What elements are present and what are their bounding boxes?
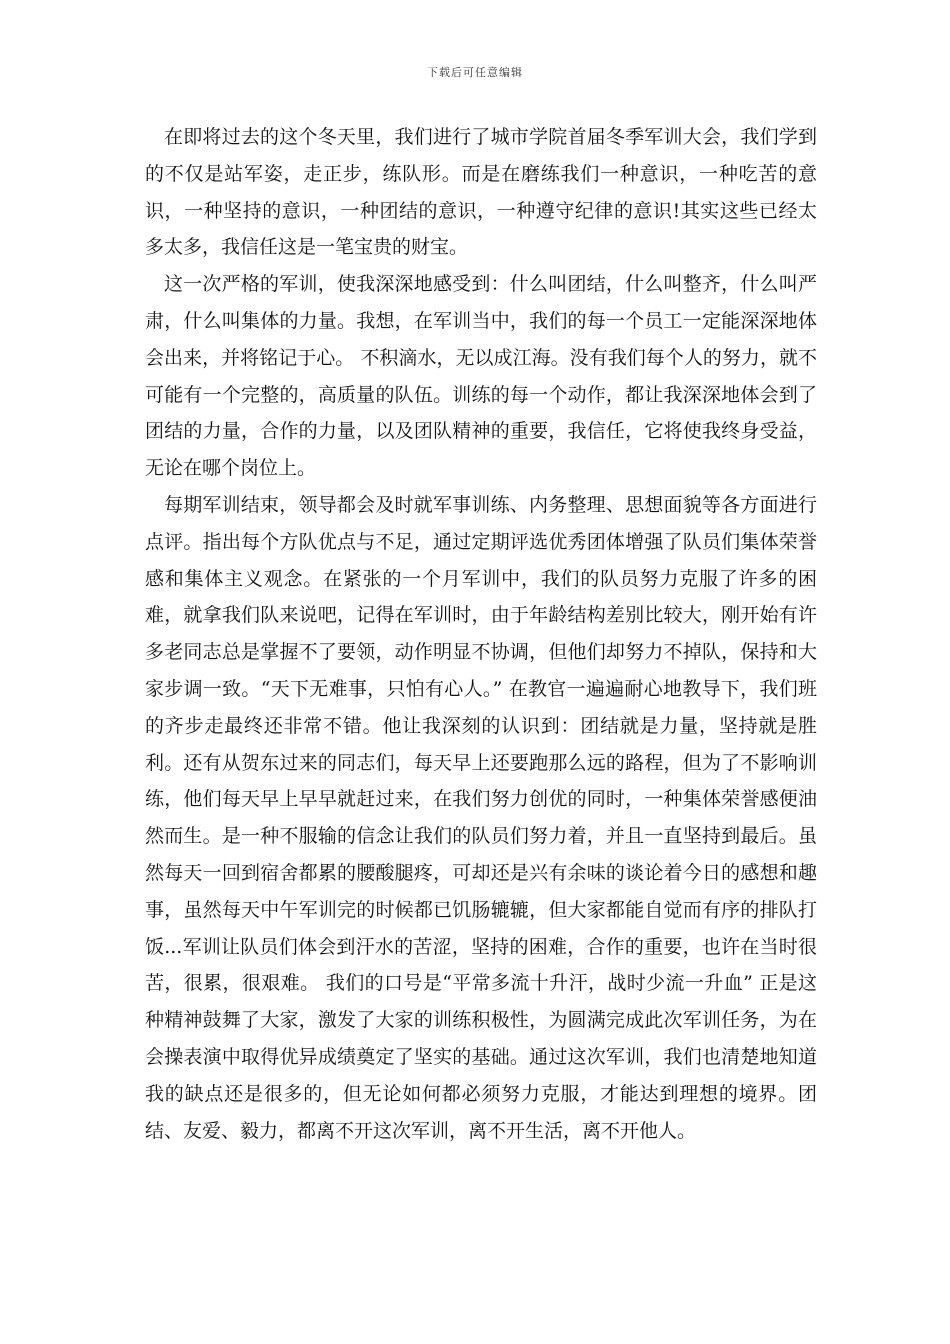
paragraph-3: 每期军训结束，领导都会及时就军事训练、内务整理、思想面貌等各方面进行点评。指出每个方队优点与不足，通过定期评选优秀团体增强了队员们集体荣誉感和集体主义观念。在紧张的一个月军训中，我们的队员努力克服了许多的困难，就拿我们队来说吧，记得在军训时，由于年龄结构差别比较大，刚开始有许多老同志总是掌握不了要领，动作明显不协调，但他们却努力不掉队，保持和大家步调一致。“天下无难事，只怕有心人。” 在教官一遍遍耐心地教导下，我们班的齐步走最终还非常不错。他让我深刻的认识到：团结就是力量，坚持就是胜利。还有从贺东过来的同志们，每天早上还要跑那么远的路程，但为了不影响训练，他们每天早上早早就赶过来，在我们努力创优的同时，一种集体荣誉感便油然而生。是一种不服输的信念让我们的队员们努力着，并且一直坚持到最后。虽然每天一回到宿舍都累的腰酸腿疼，可却还是兴有余味的谈论着今日的感想和趣事，虽然每天中午军训完的时候都已饥肠辘辘，但大家都能自觉而有序的排队打饭...军训让队员们体会到汗水的苦涩，坚持的困难，合作的重要，也许在当时很苦，很累，很艰难。 我们的口号是“平常多流十升汗，战时少流一升血” 正是这种精神鼓舞了大家，激发了大家的训练积极性，为圆满完成此次军训任务，为在会操表演中取得优异成绩奠定了坚实的基础。通过这次军训，我们也清楚地知道我的缺点还是很多的，但无论如何都必须努力克服，才能达到理想的境界。团结、友爱、毅力，都离不开这次军训，离不开生活，离不开他人。 xyxy=(145,493,817,1142)
page-header: 下载后可任意编辑 xyxy=(427,66,523,79)
paragraph-2: 这一次严格的军训，使我深深地感受到：什么叫团结，什么叫整齐，什么叫严肃，什么叫集体的力量。我想，在军训当中，我们的每一个员工一定能深深地体会出来，并将铭记于心。 不积滴水，无以成江海。没有我们每个人的努力，就不可能有一个完整的，高质量的队伍。训练的每一个动作，都让我深深地体会到了团结的力量，合作的力量，以及团队精神的重要，我信任，它将使我终身受益，无论在哪个岗位上。 xyxy=(145,273,817,480)
document-body xyxy=(145,119,817,1149)
paragraph-1: 在即将过去的这个冬天里，我们进行了城市学院首届冬季军训大会，我们学到的不仅是站军姿，走正步，练队形。而是在磨练我们一种意识，一种吃苦的意识，一种坚持的意识，一种团结的意识，一种遵守纪律的意识!其实这些已经太多太多，我信任这是一笔宝贵的财宝。 xyxy=(145,126,817,259)
